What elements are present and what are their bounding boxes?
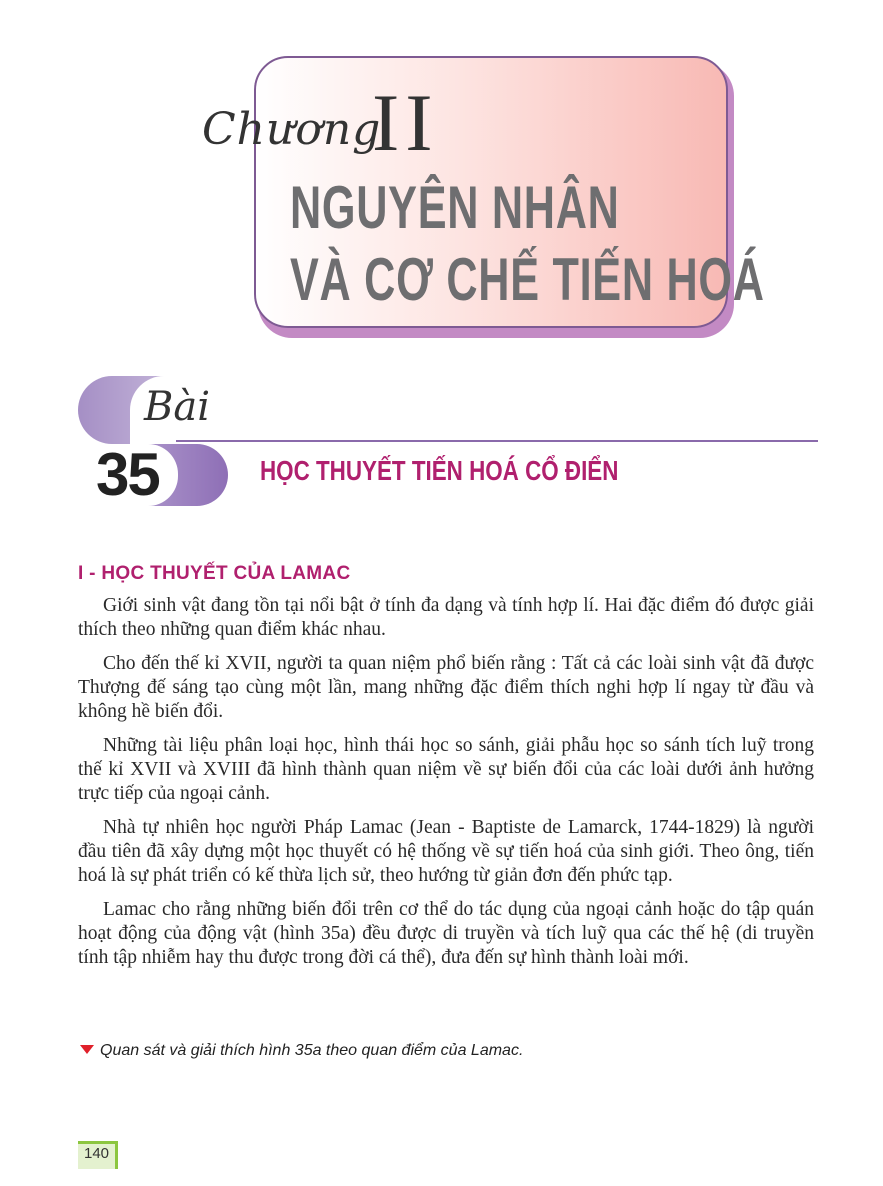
chapter-number: II — [372, 77, 439, 168]
paragraph-4: Nhà tự nhiên học người Pháp Lamac (Jean - Baptiste de Lamarck, 1744-1829) là người đầu tiên đã xây dựng một học thuyết có hệ thống về sự tiến hoá của sinh giới. Theo ông, tiến hoá là sự phát triển có kế thừa lịch sử, theo hướng từ giản đơn đến phức tạp. — [78, 817, 814, 886]
section-body — [78, 594, 814, 980]
paragraph-3: Những tài liệu phân loại học, hình thái học so sánh, giải phẫu học so sánh tích luỹ trong thế kỉ XVII và XVIII đã hình thành quan niệm về sự biến đổi của các loài dưới ảnh hưởng trực tiếp của ngoại cảnh. — [78, 735, 814, 804]
paragraph-1: Giới sinh vật đang tồn tại nổi bật ở tính đa dạng và tính hợp lí. Hai đặc điểm đó được giải thích theo những quan điểm khác nhau. — [78, 595, 814, 640]
question-text: Quan sát và giải thích hình 35a theo quan điểm của Lamac. — [100, 1042, 524, 1059]
section-heading: I - HỌC THUYẾT CỦA LAMAC — [78, 563, 351, 584]
lesson-header-rule — [176, 440, 818, 442]
chapter-title-line2: VÀ CƠ CHẾ TIẾN HOÁ — [290, 246, 765, 313]
lesson-number: 35 — [96, 441, 159, 508]
page-number: 140 — [84, 1145, 110, 1162]
chapter-title — [290, 172, 765, 316]
chapter-word: Chương — [202, 104, 382, 155]
lesson-word: Bài — [144, 384, 211, 430]
paragraph-2: Cho đến thế kỉ XVII, người ta quan niệm phổ biến rằng : Tất cả các loài sinh vật đã được Thượng đế sáng tạo cùng một lần, mang những đặc điểm thích nghi hợp lí ngay từ đầu và không hề biến đổi. — [78, 653, 814, 722]
lesson-title: HỌC THUYẾT TIẾN HOÁ CỔ ĐIỂN — [260, 455, 619, 486]
question-prompt — [80, 1042, 523, 1060]
chapter-title-line1: NGUYÊN NHÂN — [290, 174, 620, 241]
paragraph-5: Lamac cho rằng những biến đổi trên cơ thể do tác dụng của ngoại cảnh hoặc do tập quán hoạt động của động vật (hình 35a) đều được di truyền và tích luỹ qua các thế hệ (di truyền tính tập nhiễm hay thu được trong đời cá thể), đưa đến sự hình thành loài mới. — [78, 899, 814, 968]
red-triangle-icon — [80, 1045, 94, 1054]
